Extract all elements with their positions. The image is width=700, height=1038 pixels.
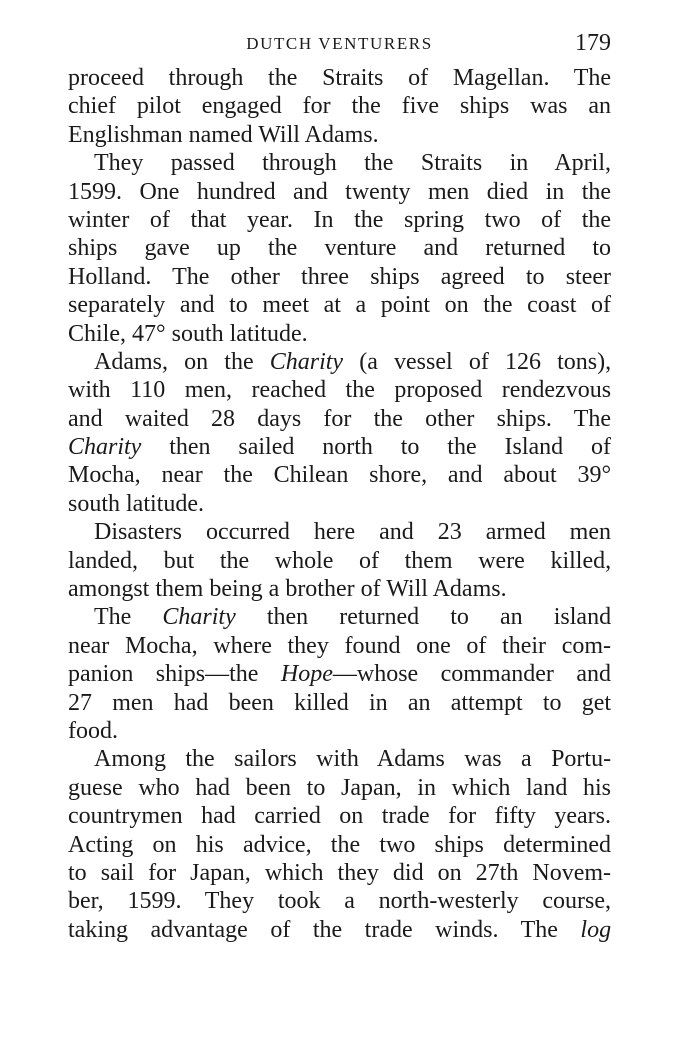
text-line: Charity then sailed north to the Island of [68,434,611,461]
text-line: Chile, 47° south latitude. [68,320,308,347]
text-line: The Charity then returned to an island [94,604,612,631]
text-line: guese who had been to Japan, in which land his [68,774,612,801]
text-line: countrymen had carried on trade for fifty years. [68,803,611,830]
text-line: with 110 men, reached the proposed rendezvous [68,377,612,404]
text-line: ships gave up the venture and returned to [68,235,612,262]
text-line: amongst them being a brother of Will Adams. [68,576,507,603]
page-number: 179 [575,30,611,56]
text-line: 1599. One hundred and twenty men died in the [68,178,612,205]
text-line: landed, but the whole of them were killed, [68,547,612,574]
text-line: taking advantage of the trade winds. The log [68,916,612,943]
text-line: and waited 28 days for the other ships. The [68,405,612,432]
running-title: DUTCH VENTURERS [246,34,433,53]
text-line: to sail for Japan, which they did on 27th Novem- [68,859,612,886]
text-line: food. [68,717,118,744]
text-line: Mocha, near the Chilean shore, and about 39° [68,462,612,489]
running-head [68,30,611,64]
text-line: separately and to meet at a point on the coast of [68,292,611,319]
text-line: Holland. The other three ships agreed to steer [68,263,611,290]
text-line: Englishman named Will Adams. [68,121,379,148]
book-page [68,30,611,944]
text-line: chief pilot engaged for the five ships was an [68,93,612,120]
text-line: Adams, on the Charity (a vessel of 126 tons), [94,348,612,375]
text-line: Among the sailors with Adams was a Portu- [94,746,612,773]
text-line: 27 men had been killed in an attempt to get [68,689,612,716]
text-line: panion ships—the Hope—whose commander and [68,661,612,688]
text-line: winter of that year. In the spring two of the [68,206,612,233]
text-line: ber, 1599. They took a north-westerly course, [68,888,612,915]
text-line: near Mocha, where they found one of their com- [68,632,611,659]
text-line: Disasters occurred here and 23 armed men [94,519,611,546]
text-line: Acting on his advice, the two ships determined [68,831,612,858]
text-line: They passed through the Straits in April, [94,150,612,177]
body-text [68,64,611,944]
text-line: south latitude. [68,490,204,517]
text-line: proceed through the Straits of Magellan. The [68,65,612,91]
